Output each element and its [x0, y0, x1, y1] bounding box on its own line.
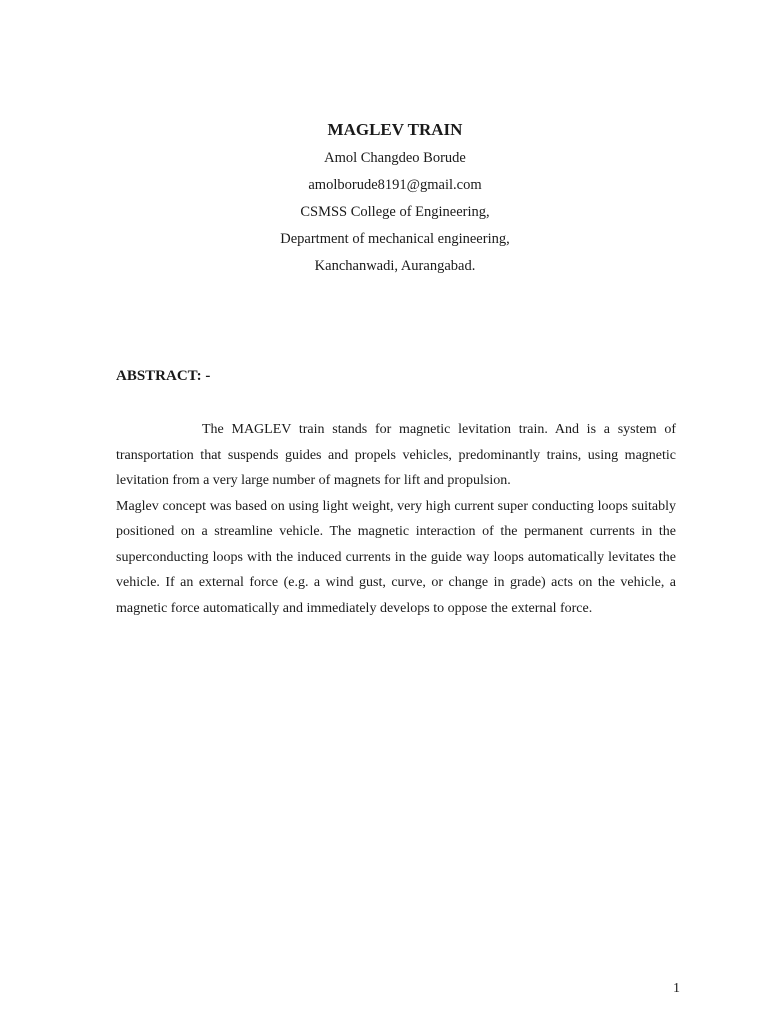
abstract-body [116, 417, 676, 621]
location: Kanchanwadi, Aurangabad. [314, 258, 476, 274]
abstract-paragraph-1: The MAGLEV train stands for magnetic levitation train. And is a system of transportation that suspends guides and propels vehicles, predominantly trains, using magnetic levitation from a very large number of magnets for lift and propulsion. [116, 422, 676, 488]
department-name: Department of mechanical engineering, [280, 231, 510, 247]
college-name: CSMSS College of Engineering, [300, 204, 490, 220]
page-number: 1 [673, 981, 680, 996]
paper-title: MAGLEV TRAIN [327, 120, 463, 139]
author-email: amolborude8191@gmail.com [308, 177, 482, 193]
title-block [0, 118, 768, 280]
abstract-heading: ABSTRACT: - [116, 368, 211, 384]
author-name: Amol Changdeo Borude [324, 150, 466, 166]
abstract-paragraph-2: Maglev concept was based on using light weight, very high current super conducting loops suitably positioned on a streamline vehicle. The magnetic interaction of the permanent currents in the superconducting loops with the induced currents in the guide way loops automatically levitates the vehicle. If an external force (e.g. a wind gust, curve, or change in grade) acts on the vehicle, a magnetic force automatically and immediately develops to oppose the external force. [116, 498, 676, 616]
